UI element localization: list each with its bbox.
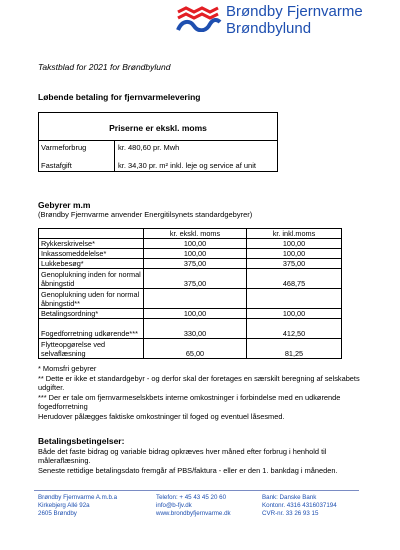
table-row [39, 269, 342, 289]
fee-ex-vat: 65,00 [144, 339, 247, 359]
table-header-cell: kr. inkl.moms [247, 229, 342, 239]
footer-bank-name: Bank: Danske Bank [262, 494, 317, 501]
price-box-title: Priserne er ekskl. moms [109, 123, 207, 133]
section-heading-payment: Løbende betaling for fjernvarmelevering [38, 92, 201, 102]
fee-inc-vat [247, 289, 342, 309]
brand-line-1: Brøndby Fjernvarme [226, 3, 363, 20]
footer-city: 2605 Brøndby [38, 510, 77, 517]
footer-website-link[interactable]: www.brondbyfjernvarme.dk [156, 510, 231, 517]
table-header-row [39, 229, 342, 239]
table-header-cell [39, 229, 144, 239]
fee-inc-vat: 100,00 [247, 249, 342, 259]
fee-note: * Momsfri gebyrer [38, 364, 97, 373]
footer-email-link[interactable]: info@b-fjv.dk [156, 502, 192, 509]
price-box [38, 112, 278, 172]
footer-address [38, 494, 117, 518]
fee-label: Betalingsordning* [39, 309, 144, 319]
footer-company: Brøndby Fjernvarme A.m.b.a [38, 494, 118, 501]
footer-bank [262, 494, 337, 518]
fee-ex-vat: 330,00 [144, 319, 247, 339]
fee-inc-vat: 100,00 [247, 239, 342, 249]
footer-account: Kontonr. 4316 4316037194 [262, 502, 337, 509]
fee-label: Flytteopgørelse ved selvaflæsning [39, 339, 144, 359]
fee-note: Herudover pålægges faktiske omkostninger til foged og eventuel låsesmed. [38, 412, 285, 421]
footer-street: Kirkebjerg Allé 92a [38, 502, 90, 509]
footer-contact [156, 494, 231, 518]
table-row [39, 249, 342, 259]
price-value: kr. 34,30 pr. m² inkl. leje og service af unit [118, 161, 256, 170]
terms-paragraph: Både det faste bidrag og variable bidrag opkræves hver måned efter forbrug i henhold til måleraflæsning. [38, 447, 327, 466]
price-divider [39, 140, 277, 141]
fee-label: Rykkerskrivelse* [39, 239, 144, 249]
fee-label: Genoplukning uden for normal åbningstid** [39, 289, 144, 309]
terms-paragraph: Seneste rettidige betalingsdato fremgår af PBS/faktura - eller er den 1. bankdag i måneden. [38, 466, 338, 475]
brand-name [226, 3, 363, 37]
fee-ex-vat: 100,00 [144, 239, 247, 249]
table-row [39, 319, 342, 339]
fee-ex-vat: 100,00 [144, 309, 247, 319]
table-header-cell: kr. ekskl. moms [144, 229, 247, 239]
price-row-fixed [39, 161, 277, 173]
fee-inc-vat: 100,00 [247, 309, 342, 319]
fee-ex-vat: 375,00 [144, 269, 247, 289]
fees-table [38, 228, 342, 359]
fee-ex-vat: 100,00 [144, 249, 247, 259]
fees-subheading: (Brøndby Fjernvarme anvender Energitilsynets standardgebyrer) [38, 210, 253, 219]
fee-ex-vat: 375,00 [144, 259, 247, 269]
table-row [39, 239, 342, 249]
brand-line-2: Brøndbylund [226, 20, 312, 37]
price-label: Fastafgift [41, 161, 72, 170]
fee-inc-vat: 412,50 [247, 319, 342, 339]
table-row [39, 259, 342, 269]
table-row [39, 289, 342, 309]
footer-phone: Telefon: + 45 43 45 20 60 [156, 494, 227, 501]
price-row-heat [39, 143, 277, 155]
footer-cvr: CVR-nr. 33 26 93 15 [262, 510, 319, 517]
price-label: Varmeforbrug [41, 143, 87, 152]
brondby-fjernvarme-logo-icon [176, 6, 222, 32]
fee-inc-vat: 375,00 [247, 259, 342, 269]
table-row [39, 309, 342, 319]
fee-label: Fogedforretning udkørende*** [39, 319, 144, 339]
footer-divider [34, 490, 359, 491]
fee-note: ** Dette er ikke et standardgebyr - og derfor skal der foretages en særskilt beregning af selskabets udgifter. [38, 374, 360, 393]
price-value: kr. 480,60 pr. Mwh [118, 143, 180, 152]
fee-label: Inkassomeddelelse* [39, 249, 144, 259]
section-heading-fees: Gebyrer m.m [38, 200, 91, 210]
document-intro: Takstblad for 2021 for Brøndbylund [38, 62, 171, 72]
fee-inc-vat: 468,75 [247, 269, 342, 289]
section-heading-payment-terms: Betalingsbetingelser: [38, 436, 125, 446]
fee-label: Lukkebesøg* [39, 259, 144, 269]
fee-label: Genoplukning inden for normal åbningstid [39, 269, 144, 289]
fee-inc-vat: 81,25 [247, 339, 342, 359]
fee-note: *** Der er tale om fjernvarmeselskbets interne omkostninger i forbindelse med en udkørende fogedforretning [38, 393, 341, 412]
table-row [39, 339, 342, 359]
fee-ex-vat [144, 289, 247, 309]
